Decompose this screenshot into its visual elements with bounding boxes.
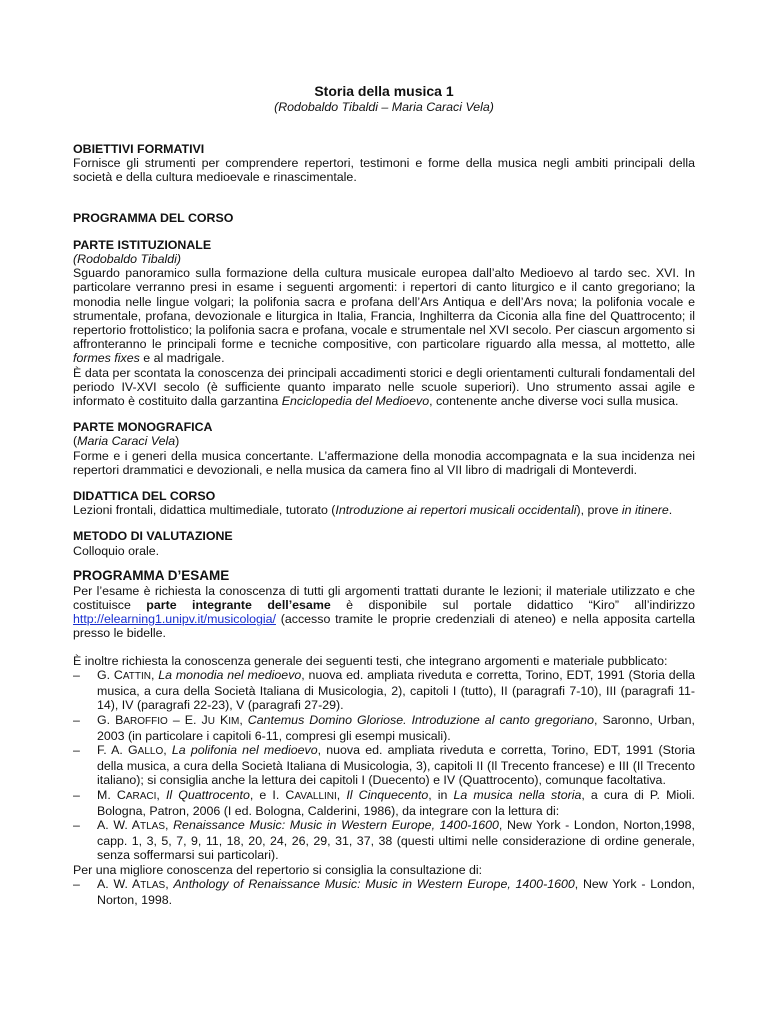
esame-paragraph: Per l’esame è richiesta la conoscenza di tutti gli argomenti trattati durante le lezioni; il materiale utilizzato e che costituisce parte integrante dell’esame è disponibile sul portale didattico “Kiro” all’indirizzo http://elearning1.unipv.it/musicologia/ (accesso tramite le proprie credenziali di ateneo) e nella apposita cartella presso le bidelle.	[73, 583, 695, 641]
section-heading-didattica: DIDATTICA DEL CORSO	[73, 489, 216, 504]
consult-intro: Per una migliore conoscenza del repertorio si consiglia la consultazione di:	[73, 862, 483, 877]
monografica-text: Forme e i generi della musica concertante. L’affermazione della monodia accompagnata e la sua incidenza nei repertori drammatici e devozionali, e nella musica da camera fino al VII libro di madrigali di Monteverdi.	[73, 448, 695, 477]
list-dash: –	[73, 787, 80, 802]
list-dash: –	[73, 712, 80, 727]
list-dash: –	[73, 667, 80, 682]
list-item: – A. W. ATLAS, Anthology of Renaissance Music: Music in Western Europe, 1400-1600, New York - London, Norton, 1998.	[73, 876, 695, 907]
list-dash: –	[73, 817, 80, 832]
section-heading-istituzionale: PARTE ISTITUZIONALE	[73, 237, 212, 252]
list-item: – F. A. GALLO, La polifonia nel medioevo, nuova ed. ampliata riveduta e corretta, Torino, EDT, 1991 (Storia della musica, a cura della Società Italiana di Musicologia, 3), capitoli II (Il Trecento francese) e III (Il Trecento italiano); si consiglia anche la lettura dei capitoli I (Duecento) e IV (Quattrocento), comunque facoltativa.	[73, 742, 695, 788]
monografica-teacher: (Maria Caraci Vela)	[73, 434, 180, 449]
page-title: Storia della musica 1	[314, 83, 454, 99]
istituzionale-paragraph-1: Sguardo panoramico sulla formazione della cultura musicale europea dall’alto Medioevo al tardo sec. XVI. In particolare verranno presi in esame i seguenti argomenti: i repertori di canto liturgico e il canto gregoriano; la monodia nelle lingue volgari; la polifonia sacra e profana dell’Ars Antiqua e dell’Ars nova; la polifonia vocale e strumentale, profana, devozionale e liturgica in Italia, Francia, Inghilterra da Ciconia alla fine del Quattrocento; il repertorio frottolistico; la polifonia sacra e profana, vocale e strumentale nel XVI secolo. Per ciascun argomento si affronteranno le principali forme e tecniche compositive, con particolare riguardo alla messa, al mottetto, alle formes fixes e al madrigale.	[73, 266, 695, 366]
list-item: – A. W. ATLAS, Renaissance Music: Music in Western Europe, 1400-1600, New York - London, Norton,1998, capp. 1, 3, 5, 7, 9, 11, 18, 20, 24, 26, 29, 31, 37, 38 (questi ultimi nelle considerazione di ordine generale, senza soffermarsi sui particolari).	[73, 817, 695, 863]
page-authors: (Rodobaldo Tibaldi – Maria Caraci Vela)	[274, 100, 494, 114]
section-heading-programma: PROGRAMMA DEL CORSO	[73, 210, 234, 225]
list-item: – G. CATTIN, La monodia nel medioevo, nuova ed. ampliata riveduta e corretta, Torino, EDT, 1991 (Storia della musica, a cura della Società Italiana di Musicologia, 2), capitoli I (tutto), II (paragrafi 7-10), III (paragrafi 11-14), IV (paragrafi 22-23), V (paragrafi 27-29).	[73, 667, 695, 713]
document-page	[73, 0, 695, 907]
list-item: – M. CARACI, Il Quattrocento, e I. CAVALLINI, Il Cinquecento, in La musica nella storia, a cura di P. Mioli. Bologna, Patron, 2006 (I ed. Bologna, Calderini, 1986), da integrare con la lettura di:	[73, 787, 695, 818]
section-heading-obiettivi: OBIETTIVI FORMATIVI	[73, 142, 205, 156]
musicologia-link[interactable]: http://elearning1.unipv.it/musicologia/	[73, 612, 276, 627]
istituzionale-teacher: (Rodobaldo Tibaldi)	[73, 252, 182, 267]
didattica-text: Lezioni frontali, didattica multimediale, tutorato (Introduzione ai repertori musicali occidentali), prove in itinere.	[73, 503, 673, 518]
list-dash: –	[73, 742, 80, 757]
valutazione-text: Colloquio orale.	[73, 543, 160, 558]
list-item: – G. BAROFFIO – E. JU KIM, Cantemus Domino Gloriose. Introduzione al canto gregoriano, Saronno, Urban, 2003 (in particolare i capitoli 6-11, compresi gli esempi musicali).	[73, 712, 696, 743]
section-heading-valutazione: METODO DI VALUTAZIONE	[73, 529, 233, 544]
section-heading-esame: PROGRAMMA D’ESAME	[73, 567, 230, 583]
esame-intro: È inoltre richiesta la conoscenza generale dei seguenti testi, che integrano argomenti e materiale pubblicato:	[73, 653, 668, 668]
obiettivi-text: Fornisce gli strumenti per comprendere repertori, testimoni e forme della musica negli ambiti principali della società e della cultura medioevale e rinascimentale.	[73, 156, 695, 185]
list-dash: –	[73, 876, 80, 891]
section-heading-monografica: PARTE MONOGRAFICA	[73, 420, 213, 435]
istituzionale-paragraph-2: È data per scontata la conoscenza dei principali accadimenti storici e degli orientamenti culturali fondamentali del periodo IV-XVI secolo (è sufficiente quanto imparato nelle scuole superiori). Uno strumento assai agile e informato è costituito dalla garzantina Enciclopedia del Medioevo, contenente anche diverse voci sulla musica.	[73, 365, 695, 409]
